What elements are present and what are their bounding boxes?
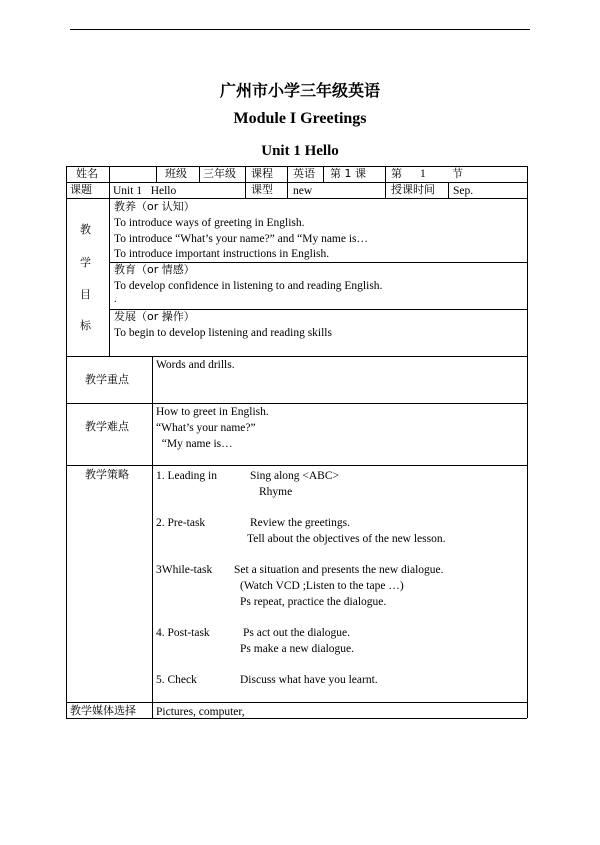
objectives-side-1: 教: [80, 223, 91, 236]
step-line: Discuss what have you learnt.: [240, 674, 378, 686]
difficulties-label: 教学难点: [85, 420, 129, 433]
strategy-label: 教学策略: [85, 468, 129, 481]
media-label: 教学媒体选择: [70, 704, 136, 717]
moral-heading: 教育（or 情感）: [114, 263, 195, 276]
education-line: To introduce ways of greeting in English.: [114, 217, 305, 229]
type-value: new: [293, 185, 313, 197]
course-value: 英语: [293, 167, 315, 180]
step-line: Sing along <ABC>: [250, 470, 340, 482]
education-heading: 教养（or 认知）: [114, 200, 195, 213]
period-number: 1: [420, 168, 426, 180]
period-label-a: 第: [391, 167, 402, 180]
class-label: 班级: [165, 167, 187, 180]
moral-line: .: [114, 293, 117, 305]
step-name: 2. Pre-task: [156, 517, 206, 529]
media-value: Pictures, computer,: [156, 706, 245, 718]
difficulty-line: “What’s your name?”: [156, 422, 256, 434]
lesson-number: 第 1 课: [330, 167, 366, 180]
difficulty-line: How to greet in English.: [156, 406, 269, 418]
step-name: 1. Leading in: [156, 470, 217, 482]
moral-line: To develop confidence in listening to and reading English.: [114, 280, 383, 292]
education-line: To introduce “What’s your name?” and “My name is…: [114, 233, 369, 245]
key-points-content: Words and drills.: [156, 359, 235, 371]
time-value: Sep.: [453, 185, 474, 197]
step-name: 5. Check: [156, 674, 197, 686]
step-name: 4. Post-task: [156, 627, 210, 639]
key-points-label: 教学重点: [85, 373, 129, 386]
course-label: 课程: [251, 167, 273, 180]
period-label-b: 节: [452, 167, 463, 180]
step-line: Review the greetings.: [250, 517, 350, 529]
document-title: 广州市小学三年级英语: [219, 81, 380, 100]
time-label: 授课时间: [391, 183, 435, 196]
step-line: Set a situation and presents the new dialogue.: [234, 564, 444, 576]
step-line: (Watch VCD ;Listen to the tape …): [240, 580, 404, 592]
unit-title: Unit 1 Hello: [261, 143, 339, 159]
name-label: 姓名: [76, 167, 98, 180]
step-line: Ps make a new dialogue.: [240, 643, 355, 655]
objectives-side-3: 目: [80, 288, 91, 301]
objectives-side-4: 标: [80, 319, 91, 332]
difficulty-line: “My name is…: [156, 438, 233, 450]
develop-heading: 发展（or 操作）: [114, 310, 195, 323]
education-line: To introduce important instructions in English.: [114, 248, 330, 260]
module-title: Module I Greetings: [233, 110, 367, 127]
step-line: Tell about the objectives of the new lesson.: [247, 533, 446, 545]
develop-line: To begin to develop listening and reading skills: [114, 327, 332, 339]
type-label: 课型: [251, 183, 273, 196]
step-line: Ps repeat, practice the dialogue.: [240, 596, 387, 608]
step-name: 3While-task: [156, 564, 213, 576]
class-value: 三年级: [203, 167, 236, 180]
objectives-side-2: 学: [80, 256, 91, 269]
topic-label: 课题: [70, 183, 92, 196]
step-line: Rhyme: [259, 486, 293, 498]
topic-value: Unit 1 Hello: [113, 185, 177, 197]
step-line: Ps act out the dialogue.: [243, 627, 350, 639]
